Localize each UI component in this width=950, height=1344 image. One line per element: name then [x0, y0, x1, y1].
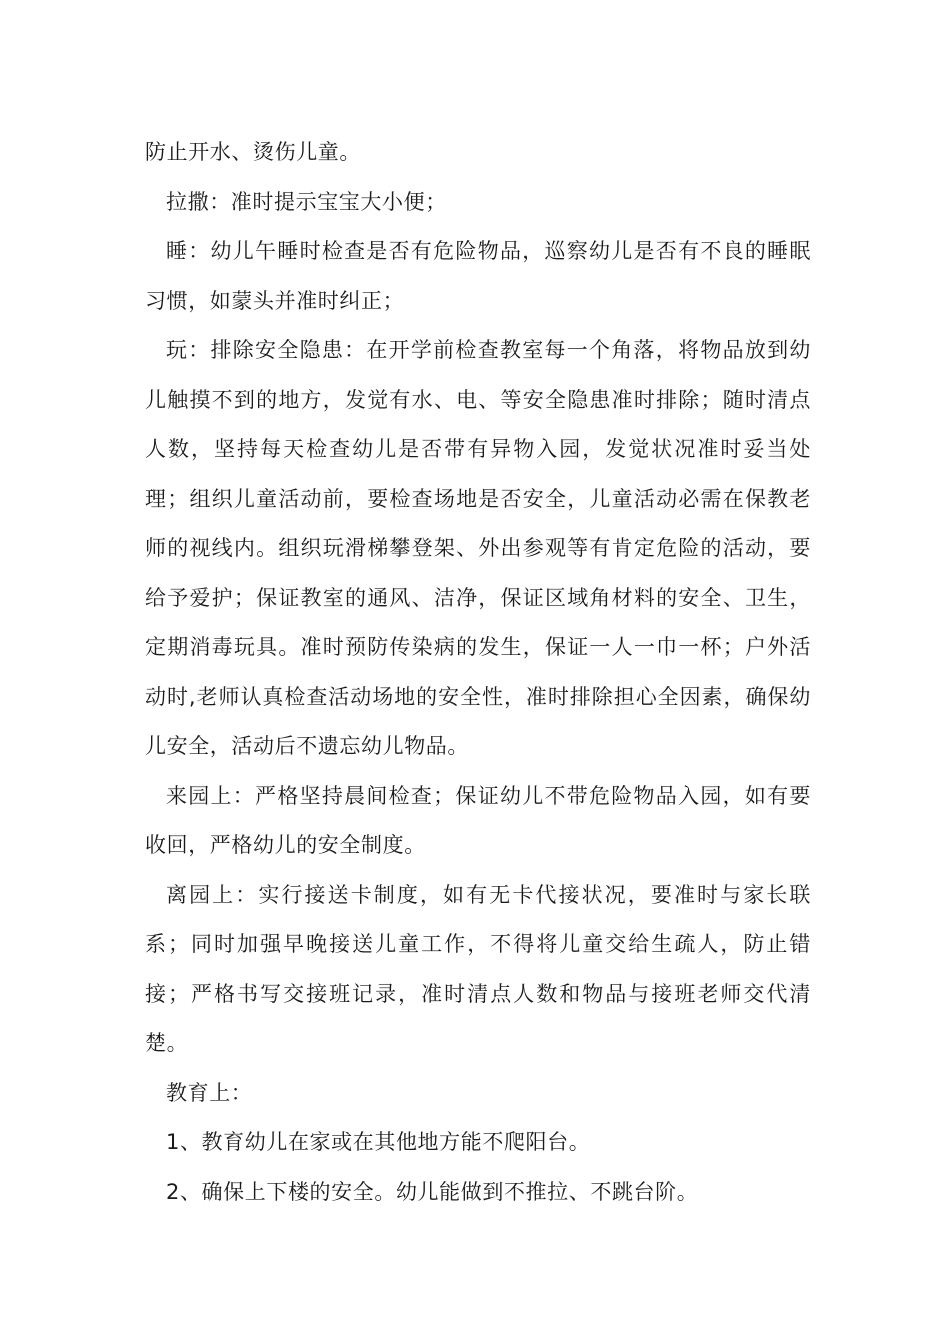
paragraph-departure: 离园上：实行接送卡制度，如有无卡代接状况，要准时与家长联系；同时加强早晚接送儿童工作，不得将儿童交给生疏人，防止错接；严格书写交接班记录，准时清点人数和物品与接班老师交代清楚。	[145, 882, 811, 1055]
paragraph-education-heading: 教育上：	[166, 1080, 253, 1105]
paragraph-continuation: 防止开水、烫伤儿童。	[145, 140, 361, 164]
list-item-1: 1、教育幼儿在家或在其他地方能不爬阳台。	[166, 1130, 591, 1154]
paragraph-sleeping: 睡：幼儿午睡时检查是否有危险物品，巡察幼儿是否有不良的睡眠习惯，如蒙头并准时纠正；	[145, 239, 811, 313]
paragraph-toileting: 拉撒：准时提示宝宝大小便；	[166, 189, 447, 214]
document-body	[145, 128, 811, 1217]
paragraph-playing: 玩：排除安全隐患：在开学前检查教室每一个角落，将物品放到幼儿触摸不到的地方，发觉有水、电、等安全隐患准时排除；随时清点人数，坚持每天检查幼儿是否带有异物入园，发觉状况准时妥当处理；组织儿童活动前，要检查场地是否安全，儿童活动必需在保教老师的视线内。组织玩滑梯攀登架、外出参观等有肯定危险的活动，要给予爱护；保证教室的通风、洁净，保证区域角材料的安全、卫生，定期消毒玩具。准时预防传染病的发生，保证一人一巾一杯；户外活动时,老师认真检查活动场地的安全性，准时排除担心全因素，确保幼儿安全，活动后不遗忘幼儿物品。	[145, 338, 811, 758]
paragraph-arrival: 来园上：严格坚持晨间检查；保证幼儿不带危险物品入园，如有要收回，严格幼儿的安全制度。	[145, 783, 811, 857]
list-item-2: 2、确保上下楼的安全。幼儿能做到不推拉、不跳台阶。	[166, 1179, 699, 1204]
